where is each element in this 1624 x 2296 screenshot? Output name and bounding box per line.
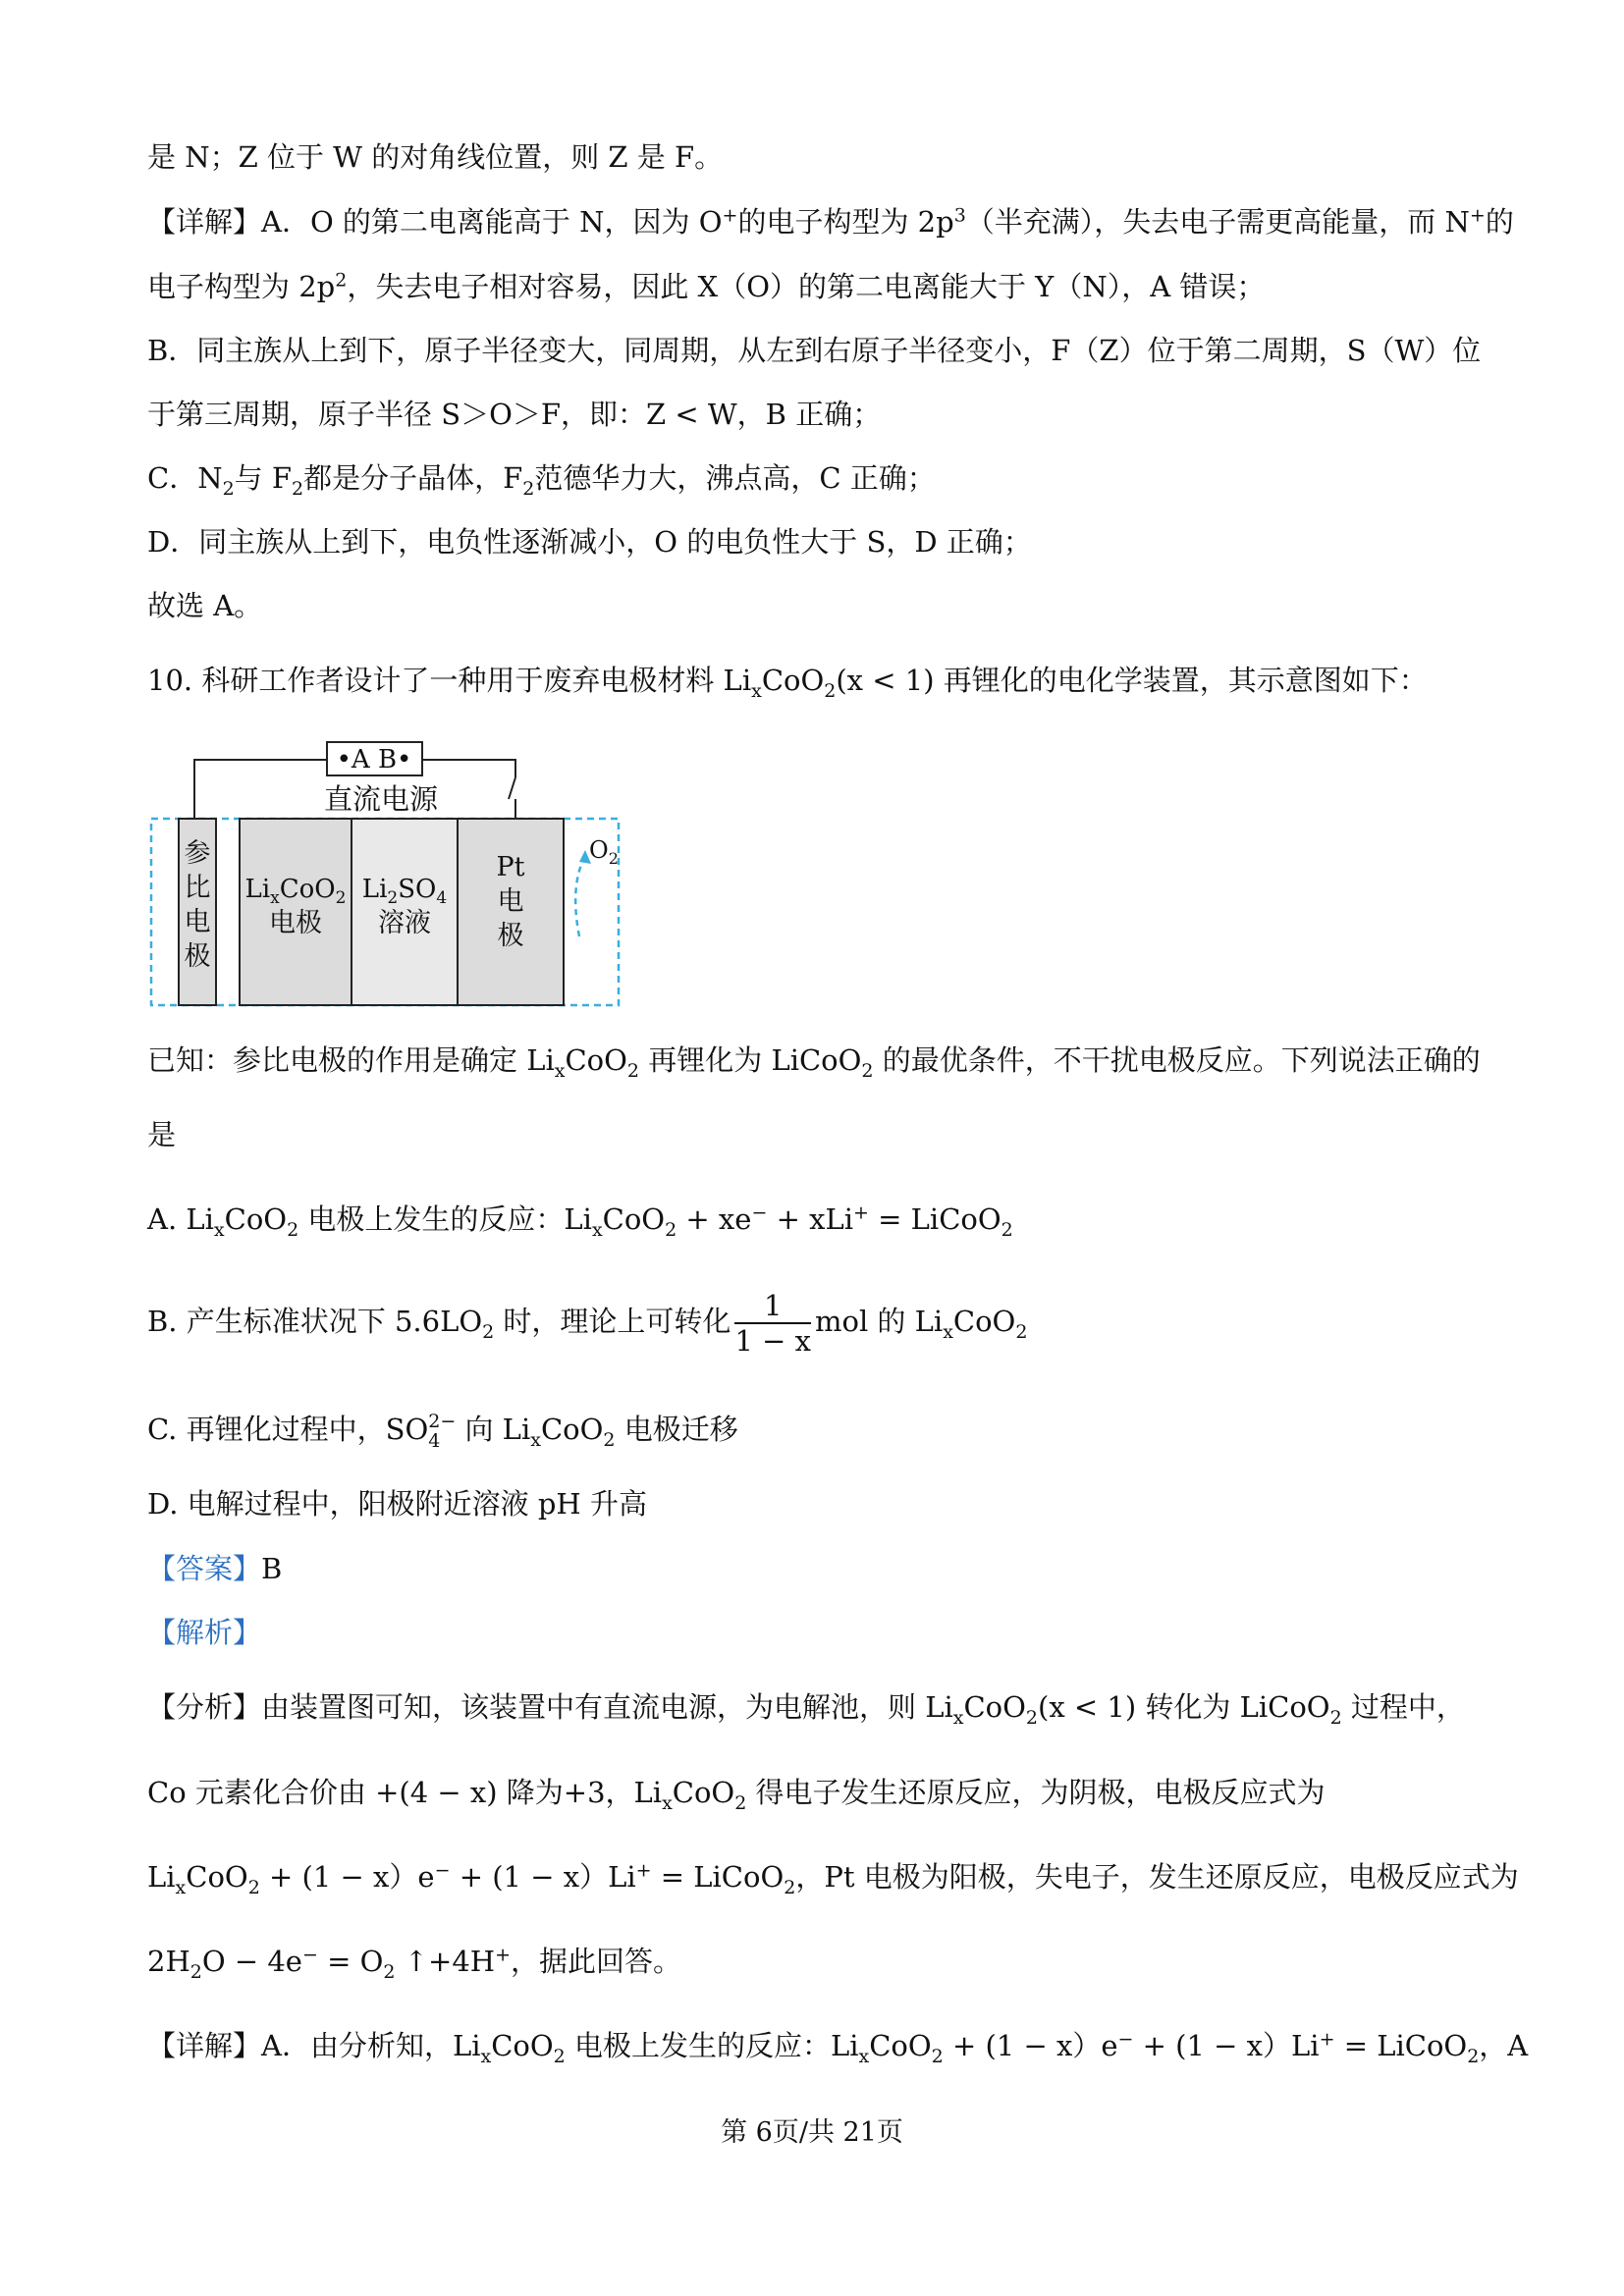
fraction: $\frac{1}{1 - x}$ [734, 1289, 811, 1358]
anode-char: 电 [497, 886, 524, 917]
analysis-label: 【解析】 [147, 1616, 262, 1649]
wire-right [422, 760, 515, 777]
power-terminals: •A B• [336, 745, 412, 774]
ref-char: 电 [184, 907, 211, 937]
option-d: D. 电解过程中，阳极附近溶液 pH 升高 [147, 1487, 647, 1521]
question-10: 10. 科研工作者设计了一种用于废弃电极材料 $Li_xCoO_2(x < 1)$ 再锂化的电化学装置，其示意图如下： [147, 664, 1428, 702]
text-line: 故选 A。 [147, 589, 263, 622]
ref-char: 极 [184, 941, 211, 972]
switch [509, 777, 515, 799]
analysis-line: 【分析】由装置图可知，该装置中有直流电源，为电解池，则 $Li_xCoO_2(x < 1)$ 转化为 LiCoO$_2$ 过程中， [147, 1690, 1465, 1729]
cathode-formula: $Li_xCoO_2$ [244, 875, 347, 908]
option-c: C. 再锂化过程中，SO 2− 4 向 $Li_xCoO_2$ 电极迁移 [147, 1411, 738, 1452]
analysis-line: $Li_xCoO_2 + (1 - x)e^- + (1 - x)Li^+$ = LiCoO$_2$，Pt 电极为阳极，失电子，发生还原反应，电极反应式为 [147, 1859, 1519, 1898]
detail-line: 【详解】A．由分析知，$Li_xCoO_2$ 电极上发生的反应：$Li_xCoO_2 + (1 - x)e^- + (1 - x)Li^+$ = LiCoO$_2$，A [147, 2028, 1529, 2067]
page-number: 第 6页/共 21页 [721, 2117, 903, 2148]
wire-left [194, 760, 327, 819]
cathode-label: 电极 [269, 908, 322, 938]
analysis-line: Co 元素化合价由 +(4 − x) 降为+3，$Li_xCoO_2$ 得电子发生还原反应，为阴极，电极反应式为 [147, 1776, 1326, 1814]
analysis-line: $2H_2O - 4e^- = O_2$ ↑+4H+，据此回答。 [147, 1944, 681, 1983]
option-b: B. 产生标准状况下 $5.6LO_2$ 时，理论上可转化 $\frac{1}{1 - x}$ mol 的 $Li_xCoO_2$ [147, 1289, 1028, 1358]
text-line: 【详解】A．O 的第二电离能高于 N，因为 O+的电子构型为 $2p^3$（半充满），失去电子需更高能量，而 N+的 [147, 204, 1514, 239]
text-line: 是 N；Z 位于 W 的对角线位置，则 Z 是 F。 [147, 140, 724, 174]
text-line: B．同主族从上到下，原子半径变大，同周期，从左到右原子半径变小，F（Z）位于第二周期，S（W）位 [147, 334, 1482, 367]
power-label: 直流电源 [323, 782, 439, 816]
known-text: 已知：参比电极的作用是确定 $Li_xCoO_2$ 再锂化为 LiCoO$_2$ 的最优条件，不干扰电极反应。下列说法正确的 [147, 1043, 1481, 1082]
answer: 【答案】B [147, 1552, 283, 1585]
text-line: D．同主族从上到下，电负性逐渐减小，O 的电负性大于 S，D 正确； [147, 525, 1032, 559]
known-text-cont: 是 [147, 1118, 177, 1151]
anode-char: 极 [497, 921, 524, 951]
ref-char: 比 [184, 873, 211, 903]
text-line: 于第三周期，原子半径 S＞O＞F，即：Z < W，B 正确； [147, 398, 882, 431]
option-a: A. $Li_xCoO_2$ 电极上发生的反应：$Li_xCoO_2 + xe^- + xLi^+$ = LiCoO$_2$ [147, 1201, 1013, 1241]
ref-char: 参 [184, 838, 211, 869]
electrolysis-diagram [147, 728, 628, 1013]
text-line: 电子构型为 $2p^2$，失去电子相对容易，因此 X（O）的第二电离能大于 Y（N），A 错误； [147, 269, 1266, 303]
o2-arrow [575, 856, 585, 936]
anode-char: Pt [496, 852, 525, 882]
text-line: C．$N_2$与 $F_2$都是分子晶体，$F_2$范德华力大，沸点高，C 正确； [147, 461, 936, 500]
o2-label: $O_2$ [589, 836, 619, 868]
solution-formula: $Li_2SO_4$ [361, 875, 448, 908]
solution-label: 溶液 [378, 908, 431, 938]
